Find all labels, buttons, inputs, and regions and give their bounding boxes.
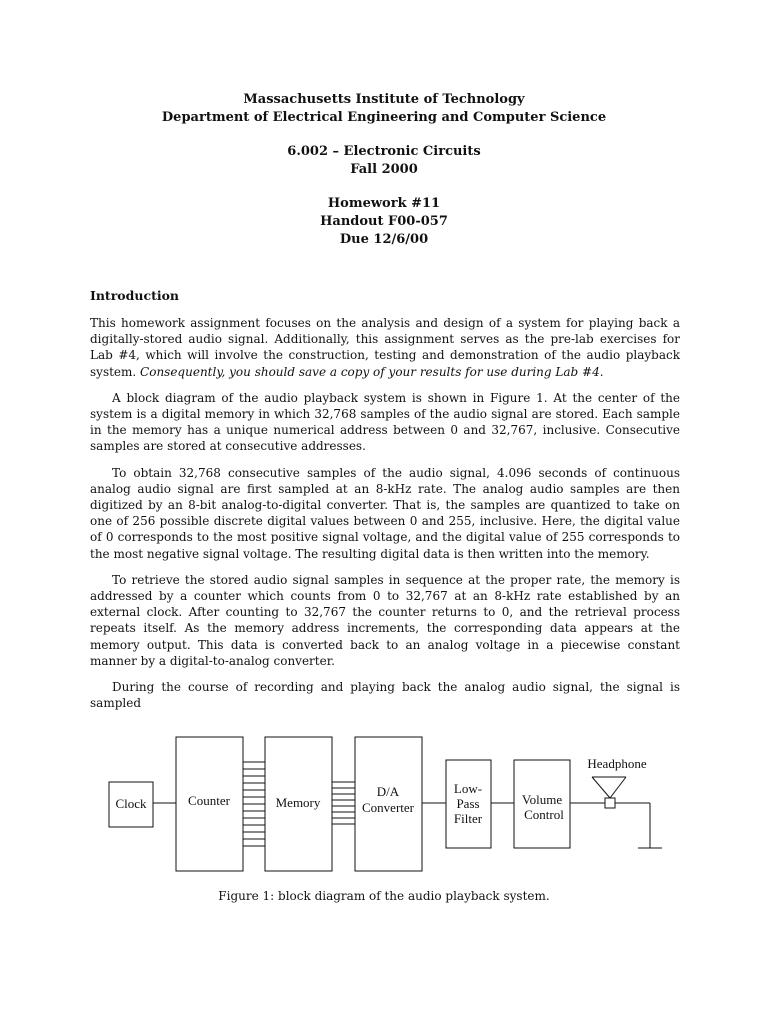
counter-memory-bus (243, 762, 265, 846)
paragraph-3: To obtain 32,768 consecutive samples of the audio signal, 4.096 seconds of continuous analog audio signal are first sampled at an 8-kHz rate. The analog audio samples are then digitized by an 8-bit analog-to-digital converter. That is, the samples are quantized to take on one of 256 possible discrete digital values between 0 and 255, inclusive. Here, the digital value of 0 corresponds to the most positive signal voltage, and the digital value of 255 corresponds to the most negative signal voltage. The resulting digital data is then written into the memory. (90, 465, 680, 561)
paragraph-4: To retrieve the stored audio signal samples in sequence at the proper rate, the memory is addressed by a counter which counts from 0 to 32,767 at an 8-kHz rate established by an external clock. After counting to 32,767 the counter returns to 0, and the retrieval process repeats itself. As the memory address increments, the corresponding data appears at the memory output. This data is converted back to an analog voltage in a piecewise constant manner by a digital-to-analog converter. (90, 572, 680, 668)
department-title: Department of Electrical Engineering and Computer Science (161, 110, 607, 125)
lpf-label-line3: Filter (453, 811, 483, 826)
lpf-label-line2: Pass (456, 796, 480, 811)
homework-number: Homework #11 (327, 196, 441, 211)
lpf-label-line1: Low- (453, 781, 483, 796)
term-title: Fall 2000 (350, 162, 418, 177)
body-text (90, 315, 680, 721)
section-title-introduction: Introduction (90, 288, 180, 303)
figure-caption: Figure 1: block diagram of the audio playback system. (218, 889, 550, 903)
clock-label: Clock (115, 796, 147, 811)
handout-number: Handout F00-057 (320, 214, 448, 229)
counter-label: Counter (188, 793, 230, 808)
headphone-label: Headphone (587, 756, 647, 771)
paragraph-5: During the course of recording and playing back the analog audio signal, the signal is sampled (90, 680, 680, 711)
paragraph-1-text: This homework assignment focuses on the analysis and design of a system for playing back a digitally-stored audio signal. Additionally, this assignment serves as the pre-lab exercises for Lab #4, which will involve the construction, testing and demonstration of the audio playback system. (90, 316, 680, 379)
memory-label: Memory (275, 795, 321, 810)
course-title: 6.002 – Electronic Circuits (287, 144, 481, 159)
volume-label-line1: Volume (521, 792, 563, 807)
institution-title: Massachusetts Institute of Technology (243, 92, 525, 107)
due-date: Due 12/6/00 (339, 232, 429, 247)
da-label-line1: D/A (376, 784, 400, 799)
block-diagram (0, 730, 768, 880)
memory-da-bus (332, 782, 355, 824)
paragraph-1-emphasis: Consequently, you should save a copy of your results for use during Lab #4. (140, 364, 604, 379)
paragraph-2: A block diagram of the audio playback system is shown in Figure 1. At the center of the system is a digital memory in which 32,768 samples of the audio signal are stored. Each sample in the memory has a unique numerical address between 0 and 32,767, inclusive. Consecutive samples are stored at consecutive addresses. (90, 390, 680, 454)
volume-label-line2: Control (524, 807, 564, 822)
paragraph-1 (90, 315, 680, 380)
da-label-line2: Converter (362, 800, 414, 815)
document-header (0, 91, 768, 249)
block-diagram-figure (0, 730, 768, 880)
